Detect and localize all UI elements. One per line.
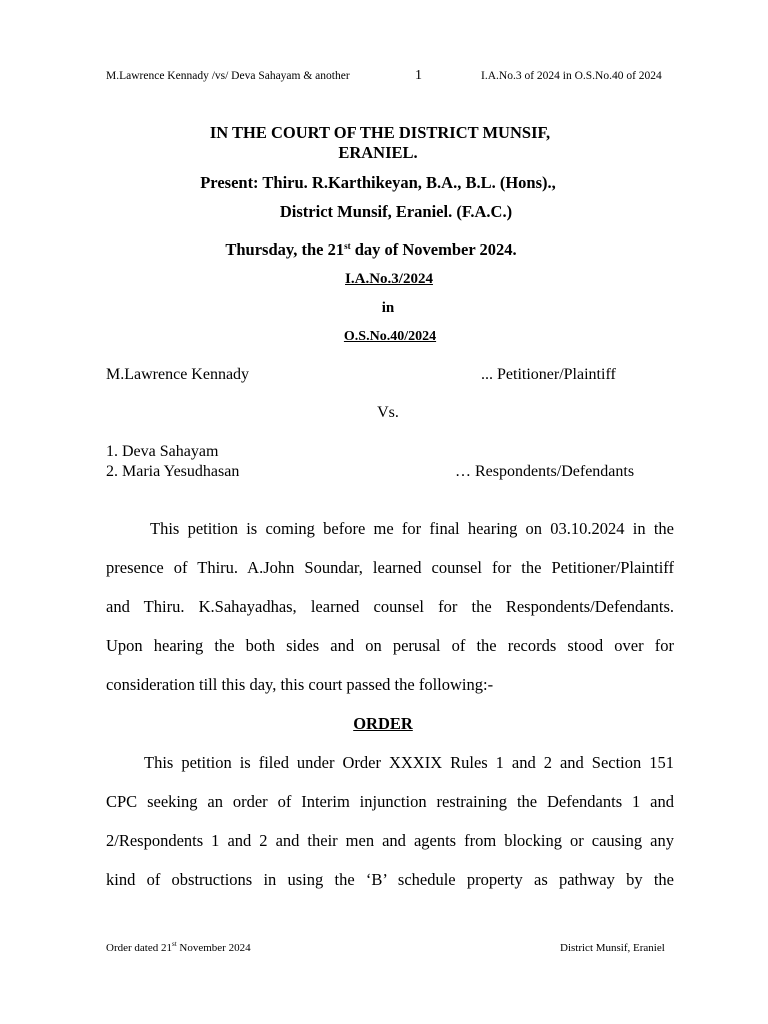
order-paragraph [106, 743, 674, 899]
respondent-2: 2. Maria Yesudhasan [106, 463, 240, 480]
intro-line: consideration till this day, this court passed the following:- [106, 675, 494, 694]
court-title-line1: IN THE COURT OF THE DISTRICT MUNSIF, [209, 123, 551, 142]
intro-line: and Thiru. K.Sahayadhas, learned counsel for the Respondents/Defendants. [106, 597, 674, 616]
order-line: 2/Respondents 1 and 2 and their men and agents from blocking or causing any [106, 831, 674, 850]
order-line: kind of obstructions in using the ‘B’ schedule property as pathway by the [106, 870, 674, 889]
respondent-role: … Respondents/Defendants [455, 463, 635, 480]
order-line: CPC seeking an order of Interim injunction restraining the Defendants 1 and [106, 792, 674, 811]
petitioner-role: ... Petitioner/Plaintiff [481, 366, 616, 383]
intro-paragraph [106, 509, 674, 704]
order-date [0, 240, 755, 260]
order-heading: ORDER [353, 714, 413, 733]
footer-date-sup: st [171, 940, 177, 948]
ia-in: in [381, 300, 395, 316]
order-date-sup: st [344, 241, 351, 251]
footer-left [106, 942, 251, 954]
versus: Vs. [377, 404, 399, 421]
page-number: 1 [415, 68, 422, 83]
footer-date: Order dated 21 [106, 942, 172, 954]
court-title-line2: ERANIEL. [338, 143, 418, 162]
ia-number: I.A.No.3/2024 [345, 271, 433, 287]
petitioner-name: M.Lawrence Kennady [106, 366, 250, 383]
order-date-rest: day of November 2024. [350, 240, 517, 259]
header-right: I.A.No.3 of 2024 in O.S.No.40 of 2024 [481, 70, 662, 82]
respondent-1: 1. Deva Sahayam [106, 443, 219, 460]
footer-date-rest: November 2024 [176, 942, 251, 954]
intro-line: This petition is coming before me for final hearing on 03.10.2024 in the [150, 519, 674, 538]
present-judge: Present: Thiru. R.Karthikeyan, B.A., B.L. (Hons)., [200, 173, 556, 192]
order-date-main: Thursday, the 21 [225, 240, 345, 259]
intro-line: Upon hearing the both sides and on perusal of the records stood over for [106, 636, 674, 655]
header-left: M.Lawrence Kennady /vs/ Deva Sahayam & another [106, 70, 350, 82]
footer-right: District Munsif, Eraniel [560, 942, 665, 954]
judge-designation: District Munsif, Eraniel. (F.A.C.) [279, 202, 513, 221]
os-number: O.S.No.40/2024 [343, 329, 437, 344]
order-line: This petition is filed under Order XXXIX Rules 1 and 2 and Section 151 [144, 753, 674, 772]
intro-line: presence of Thiru. A.John Soundar, learned counsel for the Petitioner/Plaintiff [106, 558, 674, 577]
